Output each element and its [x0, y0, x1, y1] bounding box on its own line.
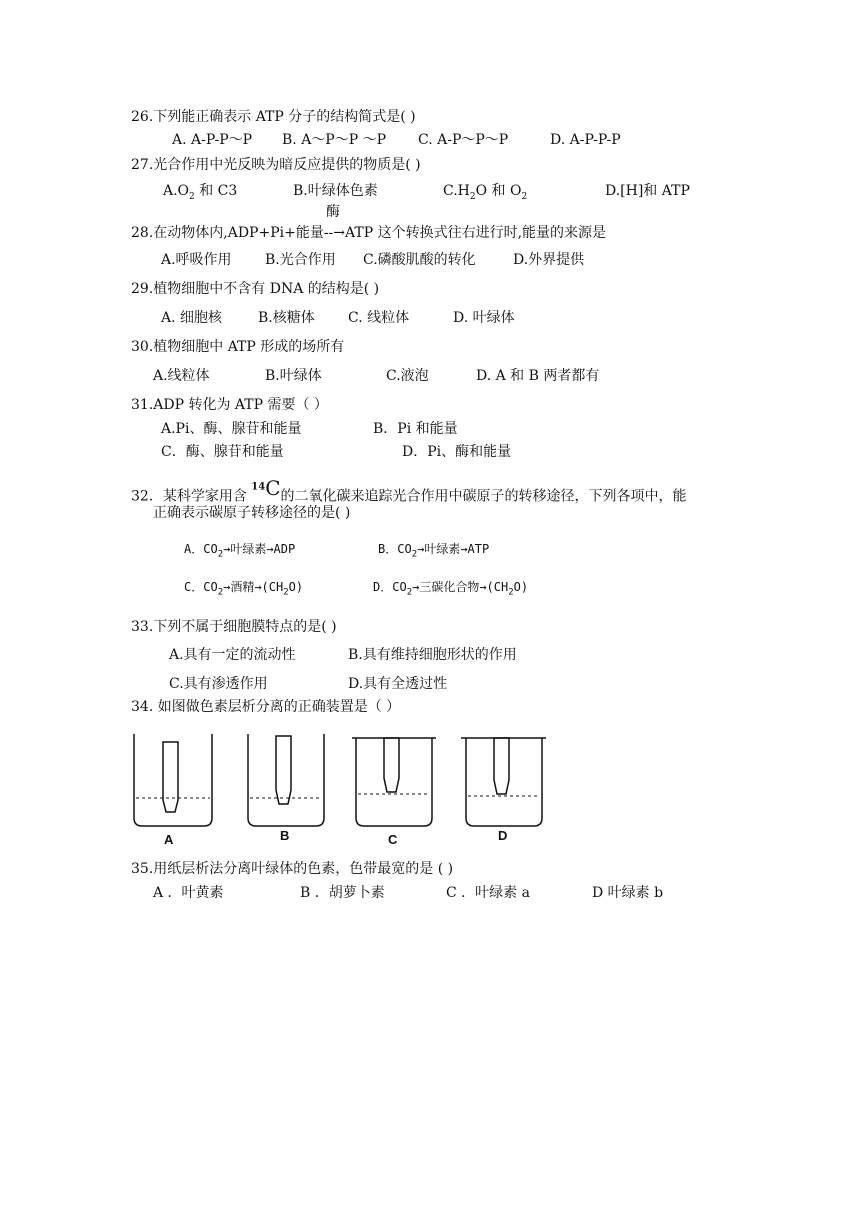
q27-c-mid: O 和 O — [475, 183, 522, 199]
q32-c-post: O) — [288, 580, 304, 594]
apparatus-d — [461, 738, 546, 826]
q32-c-mid: →酒精→(CH — [223, 580, 284, 594]
question-28-option-d: D.外界提供 — [513, 252, 585, 268]
question-31-option-c: C．酶、腺苷和能量 — [161, 444, 284, 460]
question-27-option-d: D.[H]和 ATP — [605, 183, 690, 199]
q27-c-sub1: 2 — [469, 191, 476, 202]
q32-d-mid: →三碳化合物→(CH — [412, 580, 509, 594]
apparatus-label-d: D — [498, 828, 508, 843]
isotope-symbol: C — [265, 475, 281, 500]
question-33-option-a: A.具有一定的流动性 — [169, 647, 296, 663]
q32-a-sub: 2 — [217, 549, 224, 560]
apparatus-c — [352, 738, 436, 826]
question-30-option-a: A.线粒体 — [153, 368, 210, 384]
q32-b-pre: B．CO — [378, 542, 412, 556]
apparatus-label-a: A — [164, 832, 174, 847]
question-26-option-c: C. A-P～P～P — [418, 132, 509, 148]
question-35-option-c: C ．叶绿素 a — [446, 885, 530, 901]
question-30-stem: 30.植物细胞中 ATP 形成的场所有 — [131, 339, 345, 355]
question-29-option-a: A. 细胞核 — [161, 310, 223, 326]
question-29-stem: 29.植物细胞中不含有 DNA 的结构是( ) — [131, 281, 380, 297]
question-27-option-c — [443, 182, 527, 206]
question-28-option-b: B.光合作用 — [265, 252, 336, 268]
question-27-option-b-wrap: 酶 — [326, 204, 340, 220]
q32-stem-post: 的二氧化碳来追踪光合作用中碳原子的转移途径，下列各项中，能 — [280, 488, 687, 505]
q32-a-pre: A．CO — [184, 542, 218, 556]
question-31-stem: 31.ADP 转化为 ATP 需要（ ） — [131, 397, 328, 413]
question-27-option-b: B.叶绿体色素 — [293, 183, 378, 199]
question-32-option-d — [373, 578, 528, 601]
question-30-option-b: B.叶绿体 — [265, 368, 322, 384]
question-32-stem-line2: 正确表示碳原子转移途径的是( ) — [153, 505, 351, 521]
question-33-option-d: D.具有全透过性 — [348, 676, 448, 692]
q32-d-sub2: 2 — [508, 587, 514, 598]
q27-a-sub: 2 — [189, 191, 195, 202]
q32-b-post: →叶绿素→ATP — [417, 542, 490, 556]
question-28-option-a: A.呼吸作用 — [161, 252, 232, 268]
question-31-option-d: D．Pi、酶和能量 — [402, 444, 512, 460]
question-29-option-b: B.核糖体 — [258, 310, 315, 326]
question-32-option-b — [378, 540, 489, 563]
question-32-option-c — [184, 578, 303, 601]
question-32-stem — [131, 475, 687, 506]
question-31-option-b: B．Pi 和能量 — [373, 421, 458, 437]
q32-b-sub: 2 — [411, 549, 418, 560]
question-27-option-a — [163, 182, 237, 206]
question-28-option-c: C.磷酸肌酸的转化 — [363, 252, 476, 268]
question-26-stem: 26.下列能正确表示 ATP 分子的结构简式是( ) — [131, 109, 416, 125]
question-32-option-a — [184, 540, 295, 563]
question-29-option-d: D. 叶绿体 — [453, 310, 515, 326]
chromatography-apparatus-figure — [128, 730, 558, 850]
q32-d-post: O) — [513, 580, 529, 594]
q27-c-pre: C.H — [443, 183, 470, 199]
question-30-option-d: D. A 和 B 两者都有 — [476, 368, 600, 384]
question-33-stem: 33.下列不属于细胞膜特点的是( ) — [131, 619, 337, 635]
q32-c-pre: C．CO — [184, 580, 218, 594]
question-34-stem: 34. 如图做色素层析分离的正确装置是（ ） — [131, 699, 401, 715]
q32-c-sub: 2 — [217, 587, 224, 598]
apparatus-label-c: C — [388, 832, 398, 847]
isotope-label — [251, 475, 281, 500]
question-35-option-a: A ．叶黄素 — [153, 885, 224, 901]
question-33-option-c: C.具有渗透作用 — [169, 676, 268, 692]
question-35-option-d: D 叶绿素 b — [592, 885, 664, 901]
question-29-option-c: C. 线粒体 — [348, 310, 410, 326]
q27-a-pre: A.O — [163, 183, 190, 199]
q32-stem-pre: 32．某科学家用含 — [131, 488, 252, 505]
q27-c-sub2: 2 — [521, 191, 528, 202]
q32-d-pre: D．CO — [373, 580, 407, 594]
question-35-stem: 35.用纸层析法分离叶绿体的色素，色带最宽的是 ( ) — [131, 861, 454, 877]
question-26-option-b: B. A～P～P ～P — [282, 132, 387, 148]
q27-a-post: 和 C3 — [194, 183, 238, 199]
question-26-option-d: D. A-P-P-P — [550, 132, 621, 148]
question-33-option-b: B.具有维持细胞形状的作用 — [348, 647, 517, 663]
q32-c-sub2: 2 — [283, 587, 289, 598]
question-35-option-b: B ．胡萝卜素 — [300, 885, 385, 901]
question-27-stem: 27.光合作用中光反映为暗反应提供的物质是( ) — [131, 157, 421, 173]
q32-a-post: →叶绿素→ADP — [223, 542, 296, 556]
question-31-option-a: A.Pi、酶、腺苷和能量 — [161, 421, 302, 437]
isotope-mass: 14 — [251, 481, 266, 492]
question-30-option-c: C.液泡 — [386, 368, 429, 384]
q32-d-sub: 2 — [406, 587, 413, 598]
question-28-stem: 28.在动物体内,ADP+Pi+能量--→ATP 这个转换式往右进行时,能量的来源是 — [131, 225, 607, 241]
apparatus-b — [248, 734, 324, 826]
apparatus-label-b: B — [280, 828, 290, 843]
apparatus-a — [134, 734, 212, 826]
question-26-option-a: A. A-P-P～P — [172, 132, 253, 148]
